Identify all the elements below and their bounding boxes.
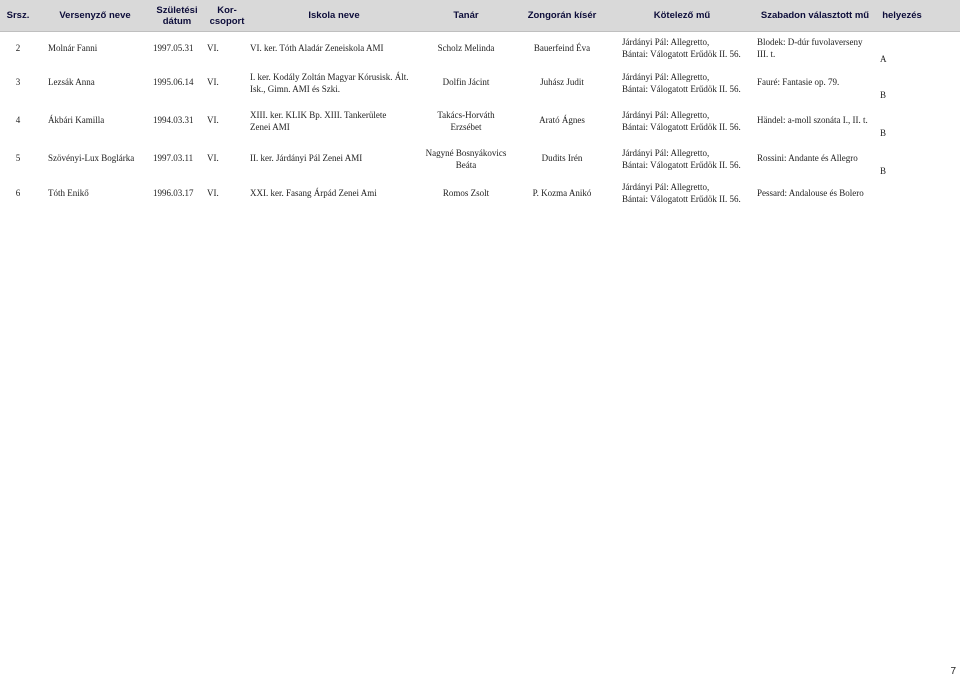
cell-free: Händel: a-moll szonáta I., II. t. <box>757 115 868 125</box>
cell-mandatory-line2: Bántai: Válogatott Erűdök II. 56. <box>622 84 741 94</box>
cell-place: B <box>880 128 887 138</box>
cell-accompanist: P. Kozma Anikó <box>532 188 592 198</box>
cell-school: II. ker. Járdányi Pál Zenei AMI <box>250 153 363 163</box>
cell-school-line2: Isk., Gimn. AMI és Szki. <box>250 84 340 94</box>
cell-free: Pessard: Andalouse és Bolero <box>757 188 864 198</box>
cell-birth: 1997.03.11 <box>153 153 194 163</box>
cell-school: XXI. ker. Fasang Árpád Zenei Ami <box>250 188 377 198</box>
cell-mandatory <box>622 178 757 208</box>
header-school: Iskola neve <box>308 10 360 21</box>
cell-place: A <box>880 54 887 64</box>
cell-mandatory-line1: Járdányi Pál: Allegretto, <box>622 182 710 192</box>
cell-school <box>250 33 422 63</box>
cell-teacher-line1: Nagyné Bosnyákovics <box>425 148 507 158</box>
cell-srsz: 4 <box>15 115 21 125</box>
cell-accompanist: Bauerfeind Éva <box>533 43 591 53</box>
header-mandatory: Kötelező mű <box>653 10 711 21</box>
table-row <box>0 67 960 101</box>
cell-name: Ákbári Kamilla <box>48 115 105 125</box>
cell-teacher-line1: Takács-Horváth <box>437 110 495 120</box>
cell-school-line1: XIII. ker. KLIK Bp. XIII. Tankerülete <box>250 110 387 120</box>
cell-teacher: Romos Zsolt <box>442 188 490 198</box>
cell-teacher-line1: Scholz Melinda <box>437 43 495 53</box>
cell-school-line1: VI. ker. Tóth Aladár Zeneiskola AMI <box>250 43 384 53</box>
cell-name: Molnár Fanni <box>48 43 98 53</box>
cell-mandatory-line2: Bántai: Válogatott Erűdök II. 56. <box>622 49 741 59</box>
header-teacher: Tanár <box>453 10 479 21</box>
cell-mandatory-line2: Bántai: Válogatott Erűdök II. 56. <box>622 122 741 132</box>
cell-school <box>250 105 422 137</box>
cell-name: Tóth Enikő <box>48 188 89 198</box>
header-birth <box>148 0 206 31</box>
cell-school <box>250 67 422 99</box>
table-row <box>0 143 960 177</box>
cell-teacher <box>420 105 512 137</box>
cell-school-line1: I. ker. Kodály Zoltán Magyar Kórusisk. Ált. <box>250 72 409 82</box>
table-row <box>0 33 960 63</box>
cell-teacher-line2: Beáta <box>455 160 477 170</box>
cell-srsz: 6 <box>15 188 21 198</box>
cell-teacher-line2: Erzsébet <box>450 122 482 132</box>
cell-birth: 1996.03.17 <box>153 188 194 198</box>
cell-age: VI. <box>207 77 219 87</box>
table-header <box>0 0 960 32</box>
header-free: Szabadon választott mű <box>760 10 870 21</box>
cell-srsz: 5 <box>15 153 21 163</box>
cell-mandatory <box>622 143 757 175</box>
cell-teacher: Dolfin Jácint <box>442 77 490 87</box>
cell-mandatory-line2: Bántai: Válogatott Erűdök II. 56. <box>622 160 741 170</box>
cell-free-line2: III. t. <box>757 49 776 59</box>
cell-accompanist: Dudits Irén <box>541 153 583 163</box>
header-age-line1: Kor- <box>217 4 237 16</box>
header-place: helyezés <box>882 10 922 21</box>
header-name: Versenyző neve <box>59 10 131 21</box>
cell-mandatory <box>622 33 757 63</box>
cell-mandatory <box>622 105 757 137</box>
cell-mandatory-line1: Járdányi Pál: Allegretto, <box>622 37 710 47</box>
cell-name: Szövényi-Lux Boglárka <box>48 153 135 163</box>
header-age-line2: csoport <box>209 15 245 27</box>
cell-mandatory <box>622 67 757 99</box>
cell-mandatory-line1: Járdányi Pál: Allegretto, <box>622 148 710 158</box>
cell-srsz: 3 <box>15 77 21 87</box>
cell-age: VI. <box>207 43 219 53</box>
header-birth-line1: Születési <box>156 4 198 16</box>
table-row <box>0 178 960 208</box>
cell-birth: 1995.06.14 <box>153 77 194 87</box>
cell-teacher <box>420 143 512 175</box>
cell-mandatory-line1: Járdányi Pál: Allegretto, <box>622 72 710 82</box>
header-birth-line2: dátum <box>162 15 192 27</box>
cell-free-line1: Blodek: D-dúr fuvolaverseny <box>757 37 863 47</box>
cell-age: VI. <box>207 188 219 198</box>
header-srsz: Srsz. <box>6 10 30 21</box>
cell-accompanist: Arató Ágnes <box>539 115 585 125</box>
cell-birth: 1997.05.31 <box>153 43 194 53</box>
cell-birth: 1994.03.31 <box>153 115 194 125</box>
table-row <box>0 105 960 139</box>
page-number: 7 <box>950 666 956 677</box>
cell-free: Fauré: Fantasie op. 79. <box>757 77 840 87</box>
cell-accompanist: Juhász Judit <box>540 77 584 87</box>
cell-place: B <box>880 90 887 100</box>
cell-mandatory-line2: Bántai: Válogatott Erűdök II. 56. <box>622 194 741 204</box>
header-age <box>206 0 248 31</box>
cell-age: VI. <box>207 115 219 125</box>
cell-srsz: 2 <box>15 43 21 53</box>
cell-place: B <box>880 166 887 176</box>
cell-free: Rossini: Andante és Allegro <box>757 153 858 163</box>
cell-age: VI. <box>207 153 219 163</box>
cell-school-line2: Zenei AMI <box>250 122 290 132</box>
cell-name: Lezsák Anna <box>48 77 95 87</box>
cell-teacher <box>420 33 512 63</box>
header-accompanist: Zongorán kísér <box>527 10 597 21</box>
cell-free <box>757 33 875 63</box>
cell-mandatory-line1: Járdányi Pál: Allegretto, <box>622 110 710 120</box>
